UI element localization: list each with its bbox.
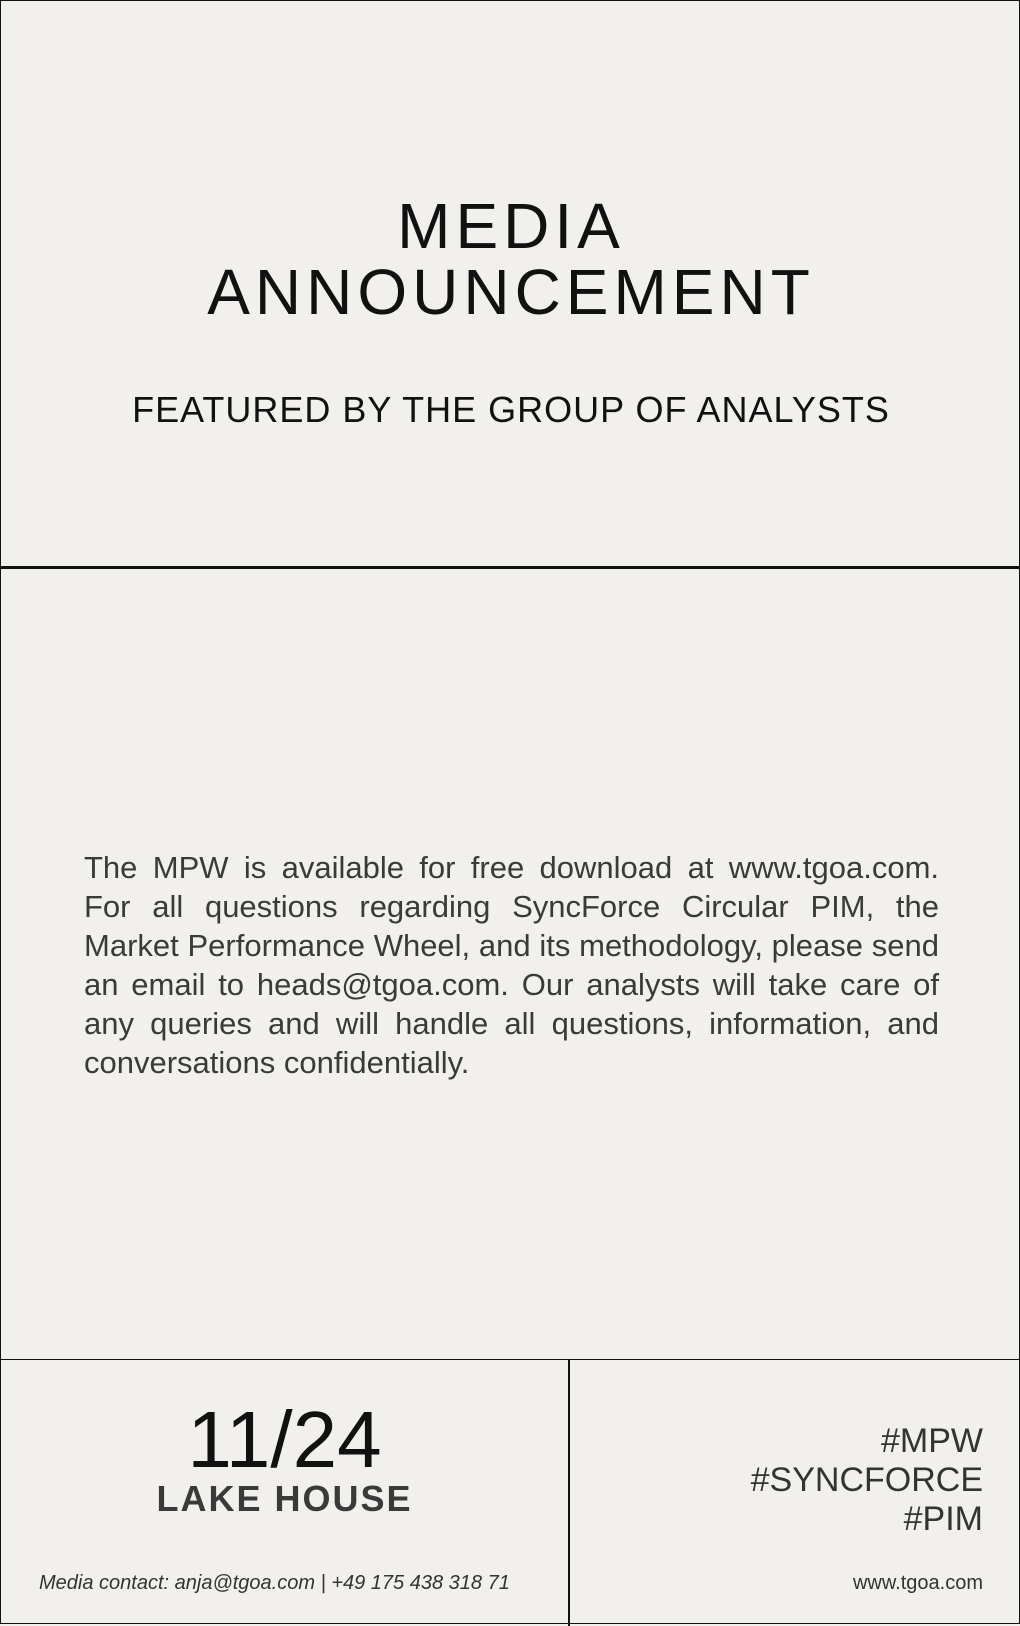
header-section [1, 1, 1020, 569]
footer-section [1, 1359, 1020, 1625]
title-line-2: ANNOUNCEMENT [207, 256, 815, 328]
hashtag-mpw: #MPW [881, 1422, 983, 1460]
title-line-1: MEDIA [397, 190, 625, 262]
event-date: 11/24 [187, 1395, 382, 1484]
hashtag-syncforce: #SYNCFORCE [750, 1461, 983, 1499]
website-link[interactable]: www.tgoa.com [852, 1572, 983, 1594]
media-contact: Media contact: anja@tgoa.com | +49 175 438 318 71 [39, 1572, 510, 1594]
hashtag-list [583, 1422, 983, 1539]
body-paragraph: The MPW is available for free download at www.tgoa.com. For all questions regarding SyncForce Circular PIM, the Market Performance Wheel, and its methodology, please send an email to heads@tgoa.com. Our analysts will take care of any queries and will handle all questions, information, and conversations confidentially. [84, 850, 939, 1080]
footer-divider [568, 1360, 570, 1626]
page-title [1, 190, 1020, 328]
page-subtitle: FEATURED BY THE GROUP OF ANALYSTS [132, 389, 890, 430]
event-venue: LAKE HOUSE [156, 1478, 413, 1519]
hashtag-pim: #PIM [903, 1500, 983, 1538]
